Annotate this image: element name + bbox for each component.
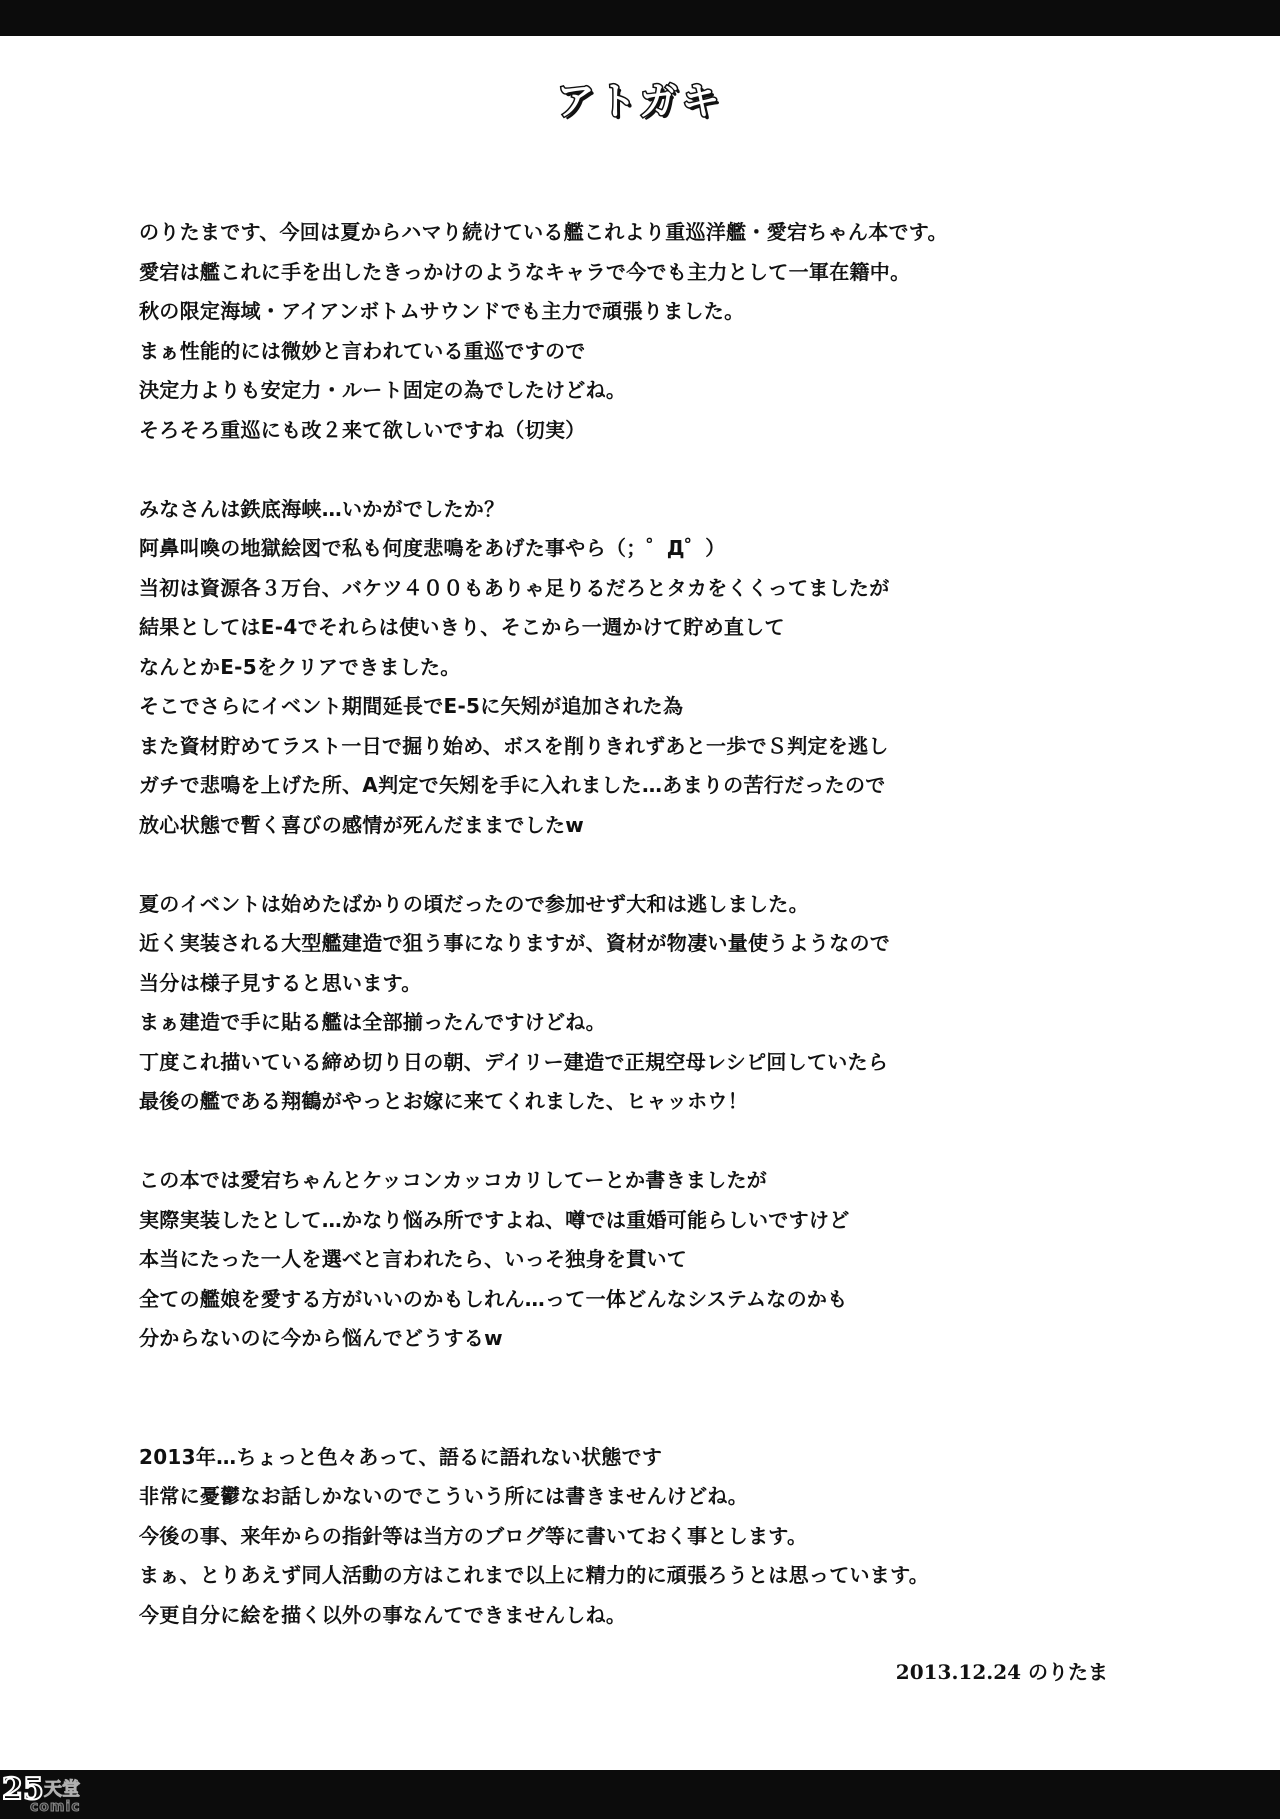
page-title: アトガキ — [556, 79, 724, 123]
signature-date: 2013.12.24 のりたま — [895, 1660, 1108, 1684]
text-line: 当初は資源各３万台、バケツ４００もありゃ足りるだろとタカをくくってましたが — [139, 575, 890, 600]
text-line: 全ての艦娘を愛する方がいいのかもしれん…って一体どんなシステムなのかも — [139, 1286, 848, 1311]
text-line: また資材貯めてラスト一日で掘り始め、ボスを削りきれずあと一歩でＳ判定を逃し — [139, 733, 889, 758]
watermark-logo-sub: comic — [30, 1799, 81, 1815]
text-line: 当分は様子見すると思います。 — [139, 970, 422, 995]
paragraph-4 — [139, 1161, 1169, 1359]
paragraph-gap — [139, 450, 1169, 490]
text-line: 結果としてはE-4でそれらは使いきり、そこから一週かけて貯め直して — [139, 615, 785, 639]
text-line: 2013年…ちょっと色々あって、語るに語れない状態です — [139, 1444, 663, 1469]
paragraph-1 — [139, 213, 1169, 450]
text-line: 今更自分に絵を描く以外の事なんてできませんしね。 — [139, 1602, 627, 1627]
text-line: そこでさらにイベント期間延長でE-5に矢矧が追加された為 — [139, 694, 684, 718]
text-line: この本では愛宕ちゃんとケッコンカッコカリしてーとか書きましたが — [139, 1168, 768, 1192]
text-line: 近く実装される大型艦建造で狙う事になりますが、資材が物凄い量使うようなので — [139, 931, 891, 955]
text-line: まぁ、とりあえず同人活動の方はこれまで以上に精力的に頑張ろうとは思っています。 — [139, 1563, 930, 1587]
page-number: 25 — [2, 1772, 44, 1807]
afterword-body — [139, 213, 1169, 1635]
text-line: なんとかE-5をクリアできました。 — [139, 654, 461, 679]
paragraph-gap — [139, 845, 1169, 885]
text-line: 放心状態で暫く喜びの感情が死んだままでしたw — [139, 812, 585, 837]
text-line: 分からないのに今から悩んでどうするw — [139, 1326, 503, 1350]
text-line: 最後の艦である翔鶴がやっとお嫁に来てくれました、ヒャッホウ！ — [139, 1089, 748, 1113]
text-line: 阿鼻叫喚の地獄絵図で私も何度悲鳴をあげた事やら（；゜Д゜） — [139, 536, 726, 560]
top-border-bar — [0, 0, 1280, 36]
paragraph-3 — [139, 885, 1169, 1122]
text-line: ガチで悲鳴を上げた所、A判定で矢矧を手に入れました…あまりの苦行だったので — [139, 773, 886, 797]
text-line: 秋の限定海域・アイアンボトムサウンドでも主力で頑張りました。 — [139, 299, 745, 323]
text-line: 丁度これ描いている締め切り日の朝、デイリー建造で正規空母レシピ回していたら — [139, 1049, 889, 1074]
paragraph-5 — [139, 1438, 1169, 1636]
paragraph-2 — [139, 490, 1169, 846]
text-line: 実際実装したとして…かなり悩み所ですよね、噂では重婚可能らしいですけど — [139, 1207, 850, 1232]
text-line: のりたまです、今回は夏からハマり続けている艦これより重巡洋艦・愛宕ちゃん本です。 — [139, 220, 948, 244]
text-line: 決定力よりも安定力・ルート固定の為でしたけどね。 — [139, 378, 627, 402]
text-line: まぁ性能的には微妙と言われている重巡ですので — [139, 338, 586, 363]
text-line: 今後の事、来年からの指針等は当方のブログ等に書いておく事とします。 — [139, 1523, 808, 1548]
text-line: まぁ建造で手に貼る艦は全部揃ったんですけどね。 — [139, 1010, 606, 1034]
text-line: 非常に憂鬱なお話しかないのでこういう所には書きませんけどね。 — [139, 1484, 748, 1508]
text-line: 夏のイベントは始めたばかりの頃だったので参加せず大和は逃しました。 — [139, 891, 809, 916]
text-line: 本当にたった一人を選べと言われたら、いっそ独身を貫いて — [139, 1247, 688, 1271]
text-line: みなさんは鉄底海峡…いかがでしたか？ — [139, 496, 505, 521]
text-line: そろそろ重巡にも改２来て欲しいですね（切実） — [139, 417, 586, 442]
watermark-logo: 天堂 — [44, 1779, 80, 1800]
bottom-border-bar — [0, 1770, 1280, 1819]
paragraph-gap — [139, 1122, 1169, 1162]
text-line: 愛宕は艦これに手を出したきっかけのようなキャラで今でも主力として一軍在籍中。 — [139, 259, 911, 284]
paragraph-gap — [139, 1359, 1169, 1438]
